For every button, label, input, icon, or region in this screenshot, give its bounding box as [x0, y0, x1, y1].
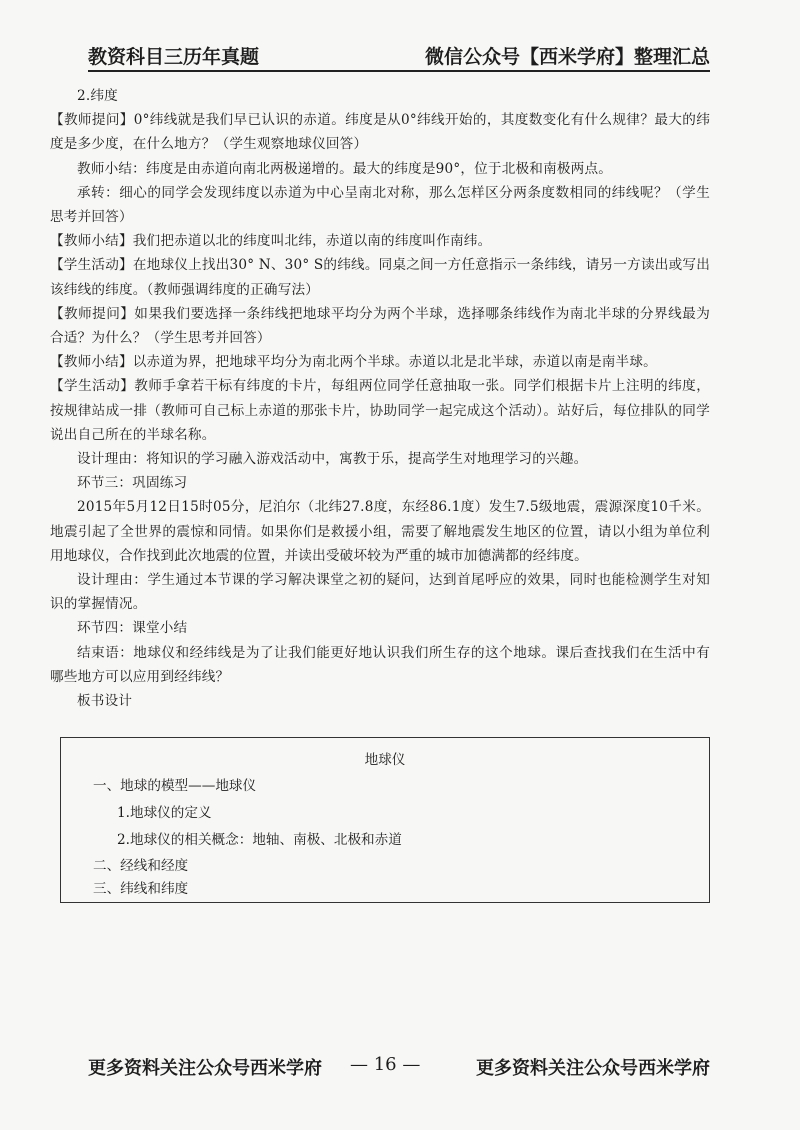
board-line: 1.地球仪的定义: [117, 805, 212, 821]
header-left-title: 教资科目三历年真题: [88, 46, 260, 68]
footer-right: 更多资料关注公众号西米学府: [476, 1058, 710, 1079]
document-body: [50, 84, 710, 713]
paragraph: 承转：细心的同学会发现纬度以赤道为中心呈南北对称，那么怎样区分两条度数相同的纬线呢？（学生思考并回答）: [50, 184, 710, 226]
paragraph: 环节三：巩固练习: [77, 475, 188, 492]
blackboard-design-box: [60, 737, 710, 903]
paragraph: 【学生活动】教师手拿若干标有纬度的卡片，每组两位同学任意抽取一张。同学们根据卡片上注明的纬度，按规律站成一排（教师可自己标上赤道的那张卡片，协助同学一起完成这个活动）。站好后，每位排队的同学说出自己所在的半球名称。: [50, 378, 710, 443]
board-title: 地球仪: [364, 752, 406, 768]
header-right-title: 微信公众号【西米学府】整理汇总: [424, 46, 710, 68]
paragraph: 【教师小结】以赤道为界，把地球平均分为南北两个半球。赤道以北是北半球，赤道以南是南半球。: [50, 354, 657, 371]
board-line: 2.地球仪的相关概念：地轴、南极、北极和赤道: [117, 832, 402, 848]
footer-left: 更多资料关注公众号西米学府: [88, 1058, 322, 1079]
paragraph: 板书设计: [77, 693, 133, 710]
page-number: — 16 —: [350, 1054, 421, 1075]
board-line: 一、地球的模型——地球仪: [93, 778, 257, 794]
paragraph: 设计理由：学生通过本节课的学习解决课堂之初的疑问，达到首尾呼应的效果，同时也能检测学生对知识的掌握情况。: [50, 572, 710, 613]
paragraph: 2015年5月12日15时05分，尼泊尔（北纬27.8度，东经86.1度）发生7.5级地震，震源深度10千米。地震引起了全世界的震惊和同情。如果你们是救援小组，需要了解地震发生地区的位置，请以小组为单位利用地球仪，合作找到此次地震的位置，并读出受破坏较为严重的城市加德满都的经纬度。: [50, 499, 710, 564]
board-line: 二、经线和经度: [93, 858, 189, 874]
paragraph: 教师小结：纬度是由赤道向南北两极递增的。最大的纬度是90°，位于北极和南极两点。: [77, 160, 613, 177]
paragraph: 【教师提问】0°纬线就是我们早已认识的赤道。纬度是从0°纬线开始的，其度数变化有什么规律？最大的纬度是多少度，在什么地方？（学生观察地球仪回答）: [50, 112, 710, 153]
paragraph: 结束语：地球仪和经纬线是为了让我们能更好地认识我们所生存的这个地球。课后查找我们在生活中有哪些地方可以应用到经纬线？: [50, 644, 710, 685]
paragraph: 环节四：课堂小结: [77, 620, 188, 637]
board-line: 三、纬线和纬度: [93, 881, 189, 897]
paragraph: 2.纬度: [77, 88, 118, 104]
paragraph: 设计理由：将知识的学习融入游戏活动中，寓教于乐，提高学生对地理学习的兴趣。: [77, 451, 588, 468]
paragraph: 【教师提问】如果我们要选择一条纬线把地球平均分为两个半球，选择哪条纬线作为南北半球的分界线最为合适？为什么？（学生思考并回答）: [50, 305, 710, 347]
page-header: [88, 42, 710, 72]
paragraph: 【学生活动】在地球仪上找出30° N、30° S的纬线。同桌之间一方任意指示一条纬线，请另一方读出或写出该纬线的纬度。（教师强调纬度的正确写法）: [50, 257, 710, 298]
paragraph: 【教师小结】我们把赤道以北的纬度叫北纬，赤道以南的纬度叫作南纬。: [50, 233, 492, 250]
